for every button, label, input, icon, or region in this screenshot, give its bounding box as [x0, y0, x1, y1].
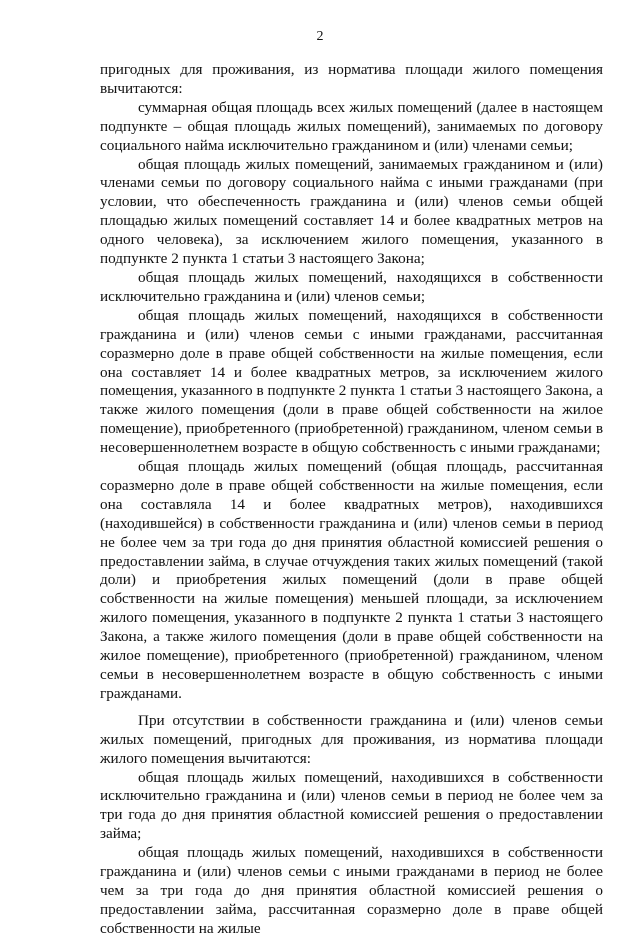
paragraph: суммарная общая площадь всех жилых помещений (далее в настоящем подпункте – общая площадь жилых помещений), занимаемых по договору социального найма исключительно гражданином и (или) членами семьи; [100, 98, 603, 154]
paragraph: общая площадь жилых помещений, занимаемых гражданином и (или) членами семьи по договору социального найма с иными гражданами (при условии, что обеспеченность гражданина и (или) членов семьи общей площадью жилых помещений составляет 14 и более квадратных метров на одного человека), за исключением жилого помещения, указанного в подпункте 2 пункта 1 статьи 3 настоящего Закона; [100, 155, 603, 268]
paragraph: общая площадь жилых помещений, находящихся в собственности исключительно гражданина и (или) членов семьи; [100, 268, 603, 305]
paragraph: пригодных для проживания, из норматива площади жилого помещения вычитаются: [100, 61, 603, 97]
paragraph: общая площадь жилых помещений (общая площадь, рассчитанная соразмерно доле в праве общей собственности на жилые помещения, если она составляла 14 и более квадратных метров), находившихся (находившейся) в собственности гражданина и (или) членов семьи в период не более чем за три года до дня принятия областной комиссией решения о предоставлении займа, в случае отчуждения таких жилых помещений (такой доли) и приобретения жилых помещений (доли в праве общей собственности на жилые помещения) меньшей площади, за исключением жилого помещения, указанного в подпункте 2 пункта 1 статьи 3 настоящего Закона, а также жилого помещения (доли в праве общей собственности на жилое помещение), приобретенного (приобретенной) гражданином, членом семьи в несовершеннолетнем возрасте в общую собственность с иными гражданами. [100, 458, 603, 702]
document-body [100, 61, 603, 939]
page-number: 2 [316, 29, 324, 44]
paragraph: общая площадь жилых помещений, находящихся в собственности гражданина и (или) членов семьи с иными гражданами, рассчитанная соразмерно доле в праве общей собственности на жилые помещения, если она составляет 14 и более квадратных метров, за исключением жилого помещения, указанного в подпункте 2 пункта 1 статьи 3 настоящего Закона, а также жилого помещения (доли в праве общей собственности на жилое помещение), приобретенного (приобретенной) гражданином, членом семьи в несовершеннолетнем возрасте в общую собственность с иными гражданами; [100, 306, 603, 457]
paragraph: При отсутствии в собственности гражданина и (или) членов семьи жилых помещений, пригодных для проживания, из норматива площади жилого помещения вычитаются: [100, 711, 603, 767]
paragraph: общая площадь жилых помещений, находившихся в собственности исключительно гражданина и (или) членов семьи в период не более чем за три года до дня принятия областной комиссией решения о предоставлении займа; [100, 768, 603, 843]
paragraph: общая площадь жилых помещений, находившихся в собственности гражданина и (или) членов семьи с иными гражданами в период не более чем за три года до дня принятия областной комиссией решения о предоставлении займа, рассчитанная соразмерно доле в праве общей собственности на жилые [100, 844, 603, 937]
